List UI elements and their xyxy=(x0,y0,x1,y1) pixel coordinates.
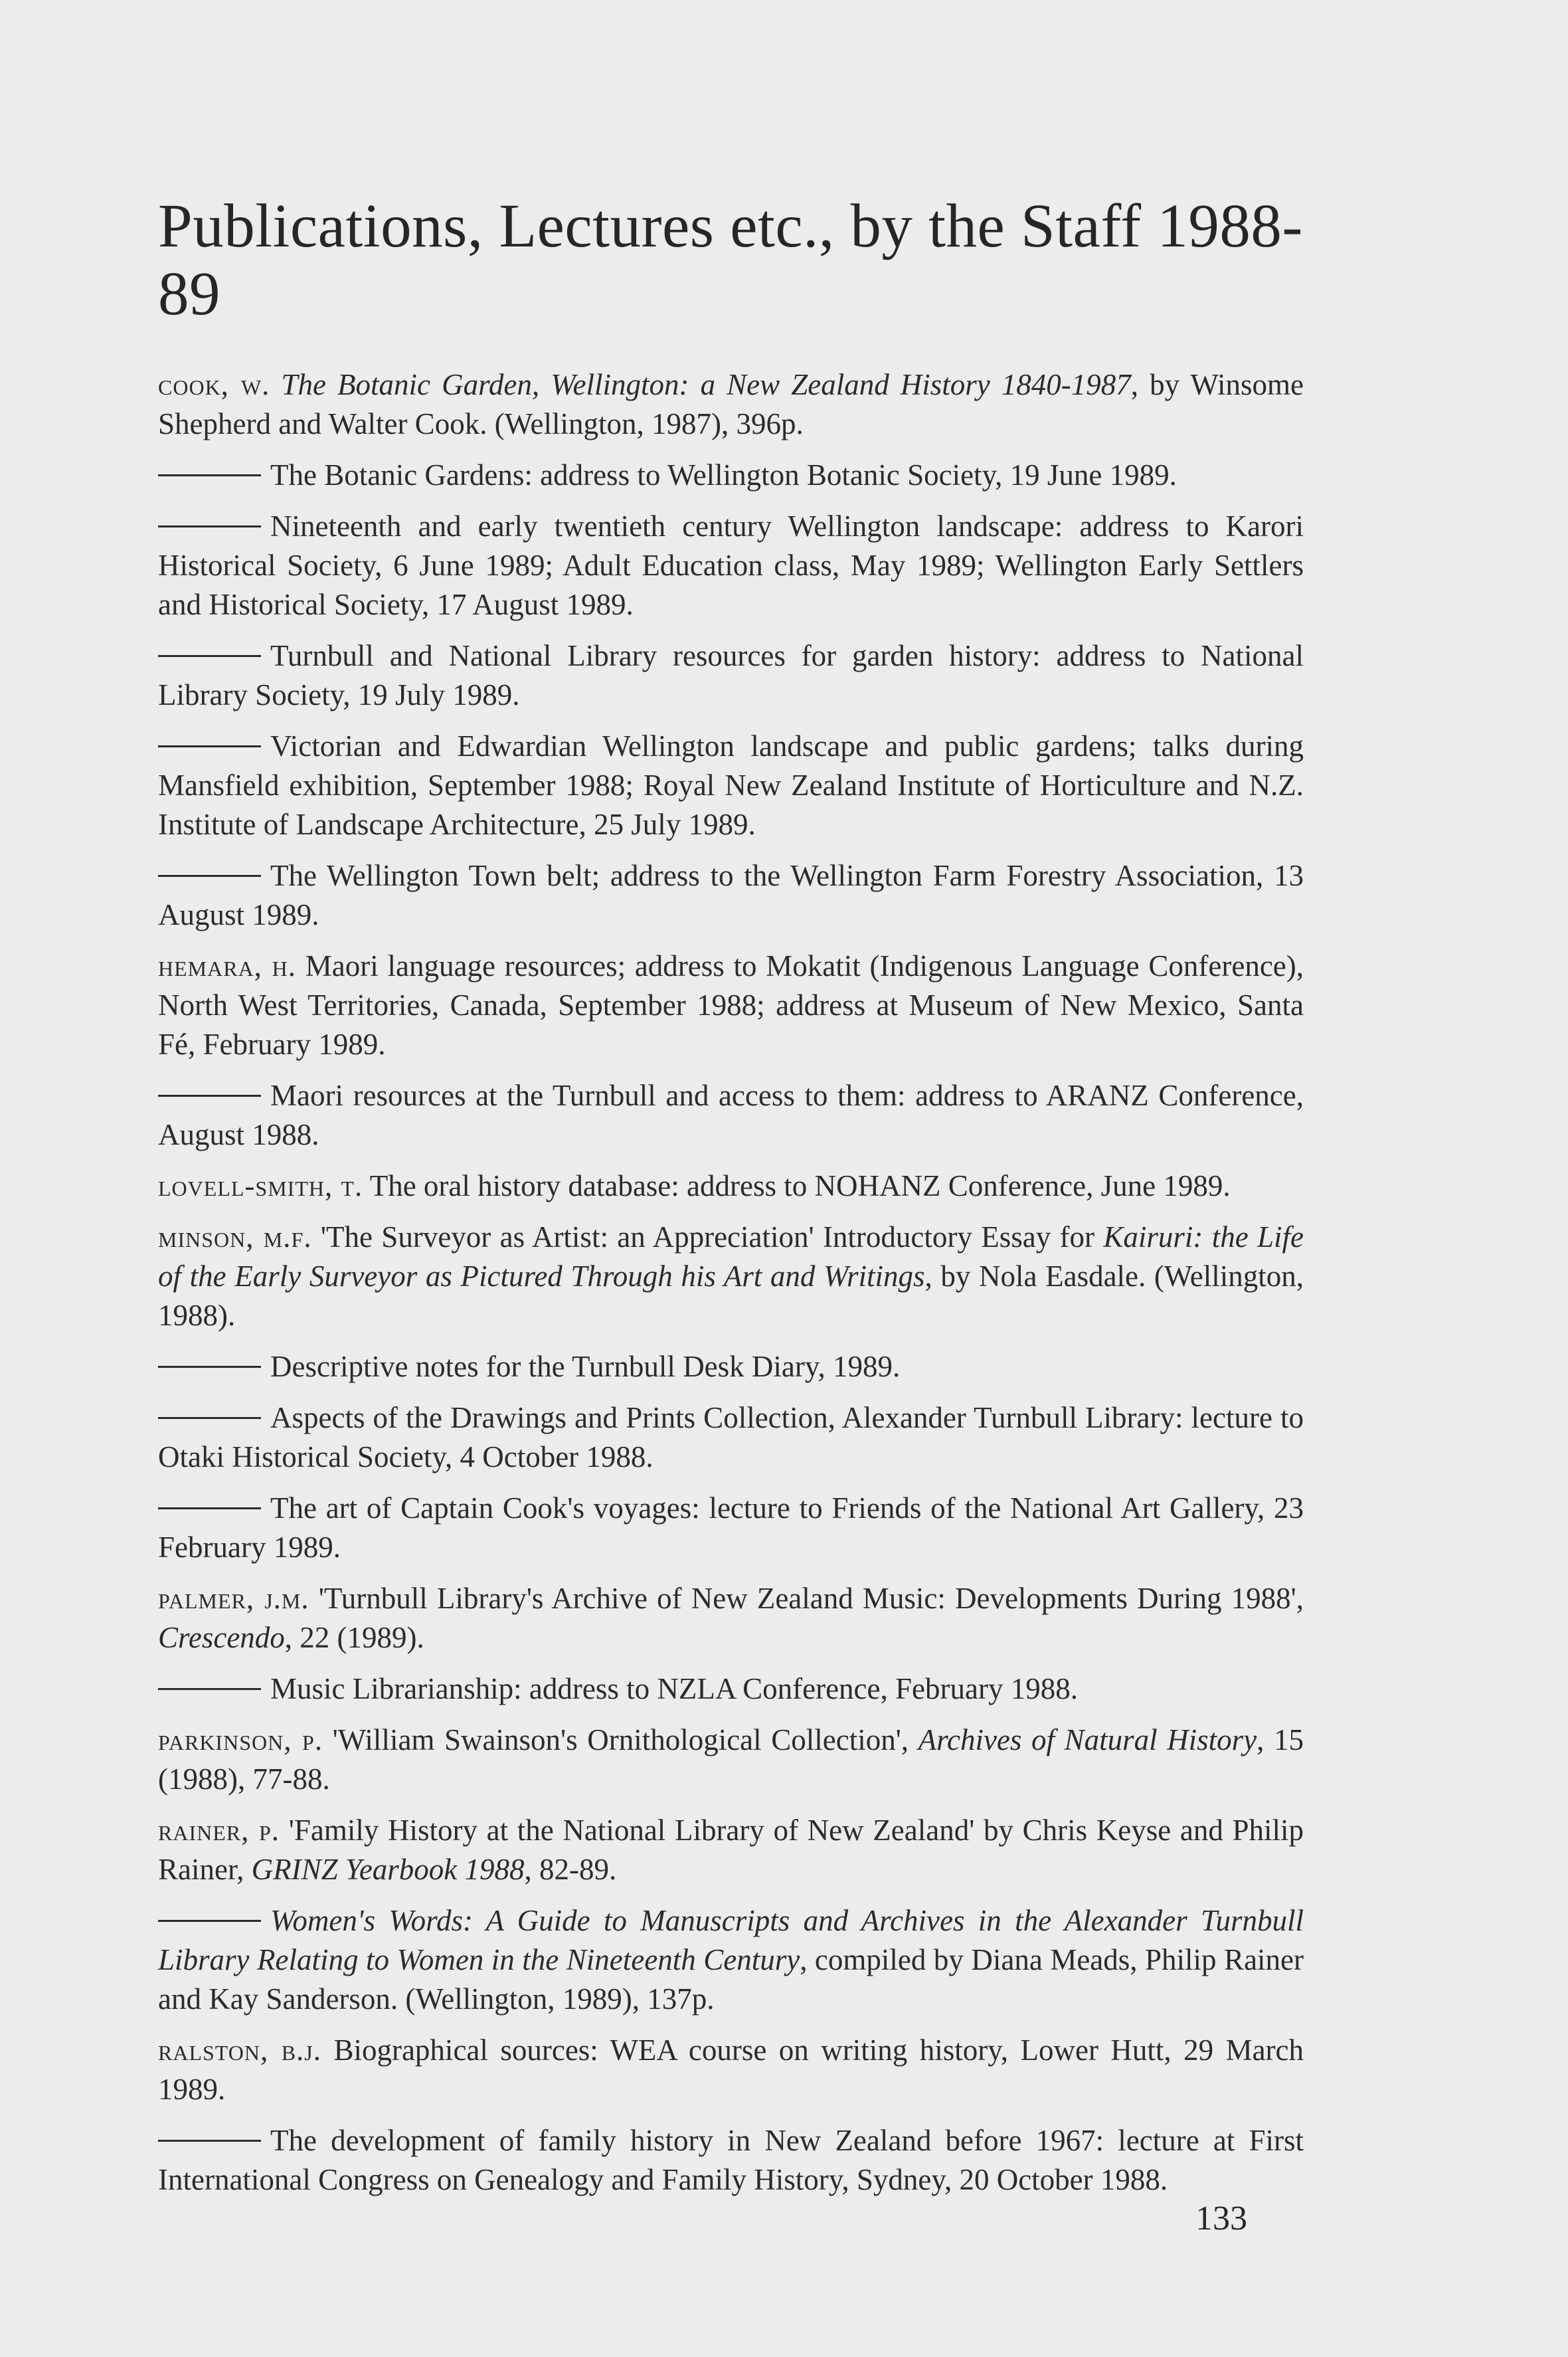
entry-text: 'Family History at the National Library of New Zealand' by Chris Keyse and Philip Rainer, xyxy=(158,1813,1304,1886)
entry-text: 'Turnbull Library's Archive of New Zealand Music: Developments During 1988', xyxy=(309,1581,1304,1615)
ditto-rule xyxy=(158,745,261,747)
bibliography-entry xyxy=(158,1579,1304,1657)
bibliography-entry xyxy=(158,2121,1304,2200)
bibliography-entry xyxy=(158,1489,1304,1567)
entry-text: Aspects of the Drawings and Prints Collection, Alexander Turnbull Library: lecture to Otaki Historical Society, 4 October 1988. xyxy=(158,1400,1304,1473)
bibliography-entry xyxy=(158,365,1304,444)
bibliography-entry xyxy=(158,1669,1304,1709)
entry-title-italic: The Botanic Garden, Wellington: a New Zealand History 1840-1987 xyxy=(281,367,1131,401)
bibliography-entry xyxy=(158,456,1304,495)
entry-author: lovell-smith, t. xyxy=(158,1169,363,1202)
entry-text: The oral history database: address to NOHANZ Conference, June 1989. xyxy=(363,1169,1231,1202)
ditto-rule xyxy=(158,525,261,527)
bibliography-entry xyxy=(158,636,1304,715)
bibliography-entry xyxy=(158,1218,1304,1335)
entry-text: Maori resources at the Turnbull and access to them: address to ARANZ Conference, August 1988. xyxy=(158,1078,1304,1151)
entry-author: palmer, j.m. xyxy=(158,1581,309,1615)
ditto-rule xyxy=(158,2140,261,2142)
ditto-rule xyxy=(158,1417,261,1419)
entry-author: minson, m.f. xyxy=(158,1220,312,1254)
entry-title-italic: Kairuri: the Life of the Early Surveyor as Pictured Through his Art and Writings xyxy=(158,1220,1304,1293)
entry-author: cook, w. xyxy=(158,367,270,401)
entry-text: Music Librarianship: address to NZLA Conference, February 1988. xyxy=(270,1671,1078,1705)
page-body xyxy=(158,193,1304,2212)
ditto-rule xyxy=(158,1920,261,1922)
bibliography-entry xyxy=(158,1076,1304,1155)
entry-text: , by Nola Easdale. (Wellington, 1988). xyxy=(158,1259,1304,1332)
bibliography-entry xyxy=(158,2031,1304,2109)
entry-text: Maori language resources; address to Mokatit (Indigenous Language Conference), North West Territories, Canada, September 1988; address at Museum of New Mexico, Santa Fé, February 1989. xyxy=(158,949,1304,1061)
page-title: Publications, Lectures etc., by the Staff 1988-89 xyxy=(158,192,1303,329)
bibliography-entry xyxy=(158,1347,1304,1386)
entry-text: 'The Surveyor as Artist: an Appreciation' Introductory Essay for xyxy=(311,1220,1104,1254)
ditto-rule xyxy=(158,875,261,877)
bibliography-entry xyxy=(158,507,1304,624)
bibliography-entry xyxy=(158,727,1304,844)
ditto-rule xyxy=(158,474,261,476)
ditto-rule xyxy=(158,1507,261,1509)
entry-text: Biographical sources: WEA course on writing history, Lower Hutt, 29 March 1989. xyxy=(158,2033,1304,2106)
entry-text: The Botanic Gardens: address to Wellington Botanic Society, 19 June 1989. xyxy=(270,458,1177,492)
entry-author: rainer, p. xyxy=(158,1813,280,1847)
ditto-rule xyxy=(158,1095,261,1097)
entry-author: ralston, b.j. xyxy=(158,2033,321,2067)
entry-author: parkinson, p. xyxy=(158,1723,323,1756)
ditto-rule xyxy=(158,655,261,657)
entry-text: 'William Swainson's Ornithological Collection', xyxy=(323,1723,918,1756)
bibliography-entry xyxy=(158,1167,1304,1206)
bibliography-entry xyxy=(158,1811,1304,1889)
bibliography-entry xyxy=(158,1398,1304,1477)
entry-author: hemara, h. xyxy=(158,949,297,983)
entry-text: The Wellington Town belt; address to the Wellington Farm Forestry Association, 13 August 1989. xyxy=(158,858,1304,931)
page-number: 133 xyxy=(1195,2200,1247,2237)
entry-title-italic: Archives of Natural History xyxy=(918,1723,1257,1756)
entry-text: , 82-89. xyxy=(524,1852,617,1886)
bibliography-entry xyxy=(158,1901,1304,2019)
bibliography-entry xyxy=(158,1721,1304,1799)
entry-text: , compiled by Diana Meads, Philip Rainer and Kay Sanderson. (Wellington, 1989), 137p. xyxy=(158,1942,1304,2016)
entry-text: Nineteenth and early twentieth century Wellington landscape: address to Karori Historical Society, 6 June 1989; Adult Education class, May 1989; Wellington Early Settlers and Historical Society, 17 August 1989. xyxy=(158,509,1304,621)
bibliography-entry xyxy=(158,856,1304,935)
entry-text: Descriptive notes for the Turnbull Desk Diary, 1989. xyxy=(270,1349,901,1383)
bibliography-list xyxy=(158,365,1304,2200)
ditto-rule xyxy=(158,1366,261,1368)
entry-text: Turnbull and National Library resources for garden history: address to National Library Society, 19 July 1989. xyxy=(158,638,1304,711)
entry-title-italic: GRINZ Yearbook 1988 xyxy=(251,1852,525,1886)
entry-text: , 22 (1989). xyxy=(284,1620,424,1654)
entry-text: The art of Captain Cook's voyages: lecture to Friends of the National Art Gallery, 23 February 1989. xyxy=(158,1491,1304,1564)
entry-text: Victorian and Edwardian Wellington landscape and public gardens; talks during Mansfield exhibition, September 1988; Royal New Zealand Institute of Horticulture and N.Z. Institute of Landscape Architecture, 25 July 1989. xyxy=(158,729,1304,841)
bibliography-entry xyxy=(158,947,1304,1064)
entry-text xyxy=(270,368,281,401)
entry-title-italic: Women's Words: A Guide to Manuscripts and Archives in the Alexander Turnbull Library Relating to Women in the Nineteenth Century xyxy=(158,1903,1304,1976)
entry-text: The development of family history in New Zealand before 1967: lecture at First International Congress on Genealogy and Family History, Sydney, 20 October 1988. xyxy=(158,2123,1304,2196)
entry-text: , by Winsome Shepherd and Walter Cook. (Wellington, 1987), 396p. xyxy=(158,367,1304,440)
entry-title-italic: Crescendo xyxy=(158,1620,285,1654)
entry-text: , 15 (1988), 77-88. xyxy=(158,1723,1304,1796)
ditto-rule xyxy=(158,1688,261,1690)
